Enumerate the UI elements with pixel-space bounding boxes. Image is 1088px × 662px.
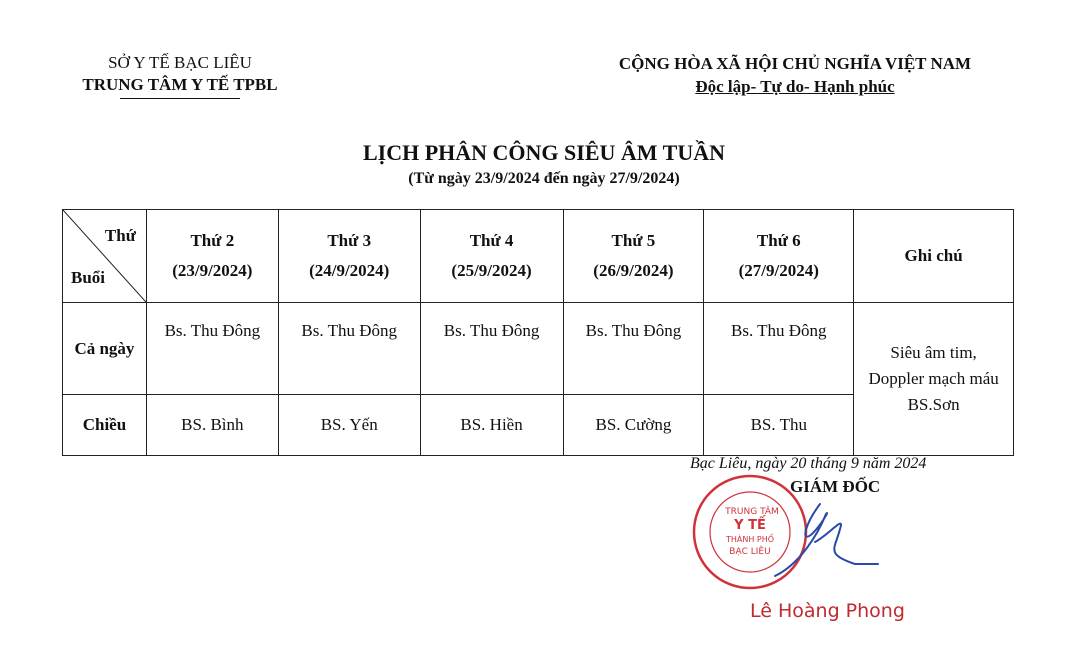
svg-text:THÀNH PHỐ: THÀNH PHỐ: [725, 535, 775, 544]
note-line: Doppler mạch máu: [868, 369, 999, 388]
national-title: CỘNG HÒA XÃ HỘI CHỦ NGHĨA VIỆT NAM: [618, 54, 972, 73]
document-subtitle: (Từ ngày 23/9/2024 đến ngày 27/9/2024): [408, 170, 680, 187]
header-right: [580, 52, 1010, 98]
day-header-3: Thứ 5 (26/9/2024): [563, 210, 704, 303]
note-line: BS.Sơn: [907, 395, 960, 414]
signer-name: Lê Hoàng Phong: [750, 600, 905, 622]
national-motto: Độc lập- Tự do- Hạnh phúc: [695, 77, 895, 96]
row-label-afternoon: Chiều: [63, 395, 147, 456]
note-header: Ghi chú: [854, 210, 1014, 303]
svg-text:Y TẾ: Y TẾ: [734, 518, 766, 533]
document-title: LỊCH PHÂN CÔNG SIÊU ÂM TUẦN: [362, 140, 725, 165]
table-row: [63, 303, 1014, 395]
department-name: SỞ Y TẾ BẠC LIÊU: [108, 53, 252, 72]
diagonal-line: [63, 210, 146, 302]
corner-session-label: Buổi: [71, 268, 106, 287]
table-cell: BS. Cường: [563, 395, 704, 456]
table-cell: Bs. Thu Đông: [146, 303, 278, 395]
day-header-0: Thứ 2 (23/9/2024): [146, 210, 278, 303]
handwritten-signature: [760, 494, 880, 584]
corner-cell: [63, 210, 147, 303]
schedule-table: [62, 209, 1014, 456]
table-cell: Bs. Thu Đông: [420, 303, 563, 395]
header-left: [50, 52, 310, 99]
table-cell: BS. Yến: [278, 395, 420, 456]
table-cell: Bs. Thu Đông: [704, 303, 854, 395]
corner-day-label: Thứ: [104, 226, 136, 245]
table-header-row: [63, 210, 1014, 303]
day-header-1: Thứ 3 (24/9/2024): [278, 210, 420, 303]
center-name: TRUNG TÂM Y TẾ TPBL: [82, 75, 278, 94]
table-cell: BS. Bình: [146, 395, 278, 456]
row-label-full-day: Cả ngày: [63, 303, 147, 395]
svg-text:BẠC LIÊU: BẠC LIÊU: [729, 547, 771, 557]
svg-text:TRUNG TÂM: TRUNG TÂM: [725, 507, 779, 517]
note-cell: [854, 303, 1014, 456]
table-cell: Bs. Thu Đông: [563, 303, 704, 395]
director-title: GIÁM ĐỐC: [790, 477, 881, 496]
header-left-rule: [120, 98, 240, 99]
day-header-4: Thứ 6 (27/9/2024): [704, 210, 854, 303]
note-line: Siêu âm tim,: [890, 343, 977, 362]
table-cell: BS. Hiền: [420, 395, 563, 456]
table-cell: Bs. Thu Đông: [278, 303, 420, 395]
signature-date: Bạc Liêu, ngày 20 tháng 9 năm 2024: [690, 455, 927, 472]
table-cell: BS. Thu: [704, 395, 854, 456]
day-header-2: Thứ 4 (25/9/2024): [420, 210, 563, 303]
